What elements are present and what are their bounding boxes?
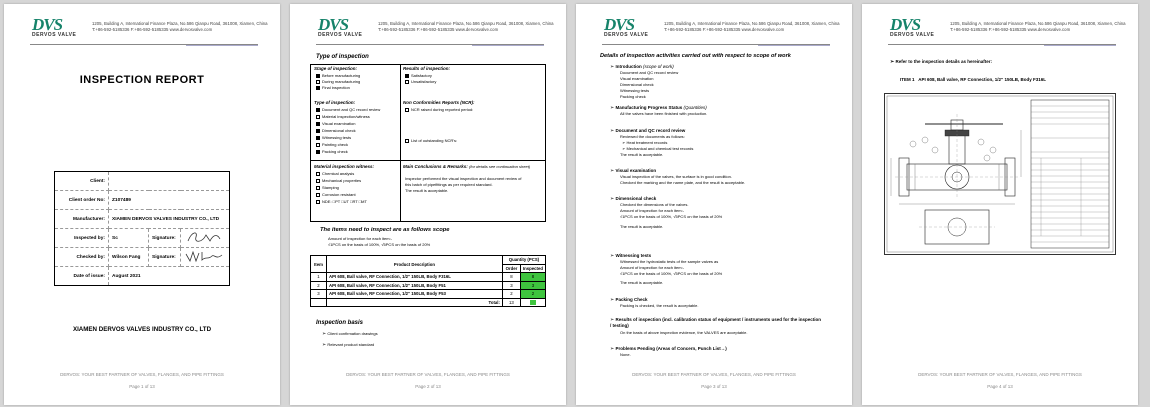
signature bbox=[181, 248, 230, 267]
page-number: Page 4 of 13 bbox=[987, 384, 1013, 389]
list-item: Visual examination bbox=[316, 121, 356, 127]
intro-text: ➢ Refer to the inspection details as hereinafter: bbox=[890, 59, 992, 65]
list-item: Final inspection bbox=[316, 85, 350, 91]
page-3: DVS DERVOS VALVE 1205, Building A, International Finance Plaza, No.586 Qianpu Road, 361008, Xiamen, China T:+86-592-5185336 F:+86-592-5185335 www.dervosvalve.com Details of inspection activities carried out with respect to scope of work ➢ Introduction (scope of work) Document and QC record review Visual examination Dimensional check Witnessing tests Packing check ➢ Manufacturing Progress Status (Quantities) All the valves have been finished with production. ➢ Document and QC record review Reviewed the documents as follows: ➢ Heat treatment records ➢ Mechanical and chemical test records The result is acceptable. ➢ Visual examination Visual inspection of the valves, the surface is in good condition. Checked the marking and the name plate, and the result is acceptable. ➢ Dimensional check Checked the dimensions of the valves. Amount of inspection for each item:- √1PCS on the basis of 100%, √5PCS on the basis of 20% The result is acceptable. ➢ Witnessing tests Witnessed the hydrostatic tests of the sample valves as Amount of inspection for each item:- √1PCS on the basis of 100%, √5PCS on the basis of 20% The result is acceptable. ➢ Packing Check Packing is checked, the result is acceptable. ➢ Results of inspection (incl. calibration status of equipment / instruments used for the inspection / testing) On the basis of above inspection evidence, the VALVES are acceptable. ➢ Problems Pending (Areas of Concern, Punch List→) None. DERVOS: YOUR BEST PARTNER OF VALVES, FLANGES, AND PIPE FITTINGS Page 3 of 13 bbox=[576, 4, 852, 405]
list-item: During manufacturing bbox=[316, 79, 360, 85]
list-item: Mechanical properties bbox=[316, 178, 361, 184]
section-heading: ➢ Dimensional check bbox=[610, 196, 657, 202]
table-row: Inspected by: Sc Signature: bbox=[55, 229, 230, 248]
list-item: Painting check bbox=[316, 142, 348, 148]
company-address: 1205, Building A, International Finance Plaza, No.586 Qianpu Road, 361008, Xiamen, China T:+86-592-5185336 F:+86-592-5185335 www.dervosvalve.com bbox=[92, 21, 268, 32]
table-row: Total: 13 bbox=[311, 298, 546, 307]
company-logo: DVS DERVOS VALVE bbox=[604, 15, 649, 38]
section-heading: The items need to inspect are as follows scope bbox=[320, 227, 450, 233]
page-header bbox=[862, 4, 1138, 44]
company-name: XIAMEN DERVOS VALVES INDUSTRY CO., LTD bbox=[72, 326, 212, 333]
list-item: Packing check bbox=[316, 149, 348, 155]
footer-slogan: DERVOS: YOUR BEST PARTNER OF VALVES, FLANGES, AND PIPE FITTINGS bbox=[918, 372, 1082, 377]
list-item: NDE: □PT □UT □RT □MT bbox=[316, 199, 367, 205]
valve-drawing-svg bbox=[885, 94, 1115, 254]
section-heading: ➢ Problems Pending (Areas of Concern, Punch List→) bbox=[610, 346, 727, 352]
table-row: 2 API 608, Ball valve, RF Connection, 1/2" 150LB, Body F51 3 3 bbox=[311, 281, 546, 290]
list-item: Witnessing tests bbox=[316, 135, 351, 141]
list-item: Document and QC record review bbox=[316, 107, 380, 113]
list-item: Material inspection/witness bbox=[316, 114, 370, 120]
table-row: 1 API 608, Ball valve, RF Connection, 1/2" 150LB, Body F316L 8 8 bbox=[311, 273, 546, 282]
company-address: 1205, Building A, International Finance Plaza, No.586 Qianpu Road, 361008, Xiamen, China T:+86-592-5185336 F:+86-592-5185335 www.dervosvalve.com bbox=[378, 21, 554, 32]
page-header bbox=[576, 4, 852, 44]
company-address: 1205, Building A, International Finance Plaza, No.586 Qianpu Road, 361008, Xiamen, China T:+86-592-5185336 F:+86-592-5185335 www.dervosvalve.com bbox=[664, 21, 840, 32]
section-heading: Inspection basis bbox=[316, 320, 364, 326]
table-row: 3 API 608, Ball valve, RF Connection, 1/2" 150LB, Body F53 2 2 bbox=[311, 290, 546, 299]
list-item: Chemical analysis bbox=[316, 171, 354, 177]
page-1 bbox=[4, 4, 280, 405]
company-logo: DVS DERVOS VALVE bbox=[32, 15, 77, 38]
table-row: Checked by: Wilson Fang Signature: bbox=[55, 248, 230, 267]
item-heading: ITEM 1 API 608, Ball valve, RF Connection, 1/2" 150LB, Body F316L bbox=[900, 77, 1046, 82]
list-item: ➢ Relevant product standard bbox=[322, 342, 375, 348]
page-number: Page 2 of 13 bbox=[415, 384, 441, 389]
company-address: 1205, Building A, International Finance Plaza, No.586 Qianpu Road, 361008, Xiamen, China T:+86-592-5185336 F:+86-592-5185335 www.dervosvalve.com bbox=[950, 21, 1126, 32]
company-logo: DVS DERVOS VALVE bbox=[890, 15, 935, 38]
list-item: ➢ Client confirmation drawings bbox=[322, 331, 378, 337]
table-row: Client order No: Z107489 bbox=[55, 191, 230, 210]
section-heading: ➢ Manufacturing Progress Status (Quantities) bbox=[610, 105, 707, 111]
page-number: Page 3 of 13 bbox=[701, 384, 727, 389]
list-item: Satisfactory bbox=[405, 73, 432, 79]
list-item: Stamping bbox=[316, 185, 339, 191]
section-heading: ➢ Introduction (scope of work) bbox=[610, 64, 674, 70]
table-row: Date of issue: August 2021 bbox=[55, 267, 230, 286]
list-item: Dimensional check bbox=[316, 128, 356, 134]
report-title: INSPECTION REPORT bbox=[79, 74, 205, 86]
report-info-table bbox=[54, 171, 230, 286]
table-row: Manufacturer: XIAMEN DERVOS VALVES INDUSTRY CO., LTD bbox=[55, 210, 230, 229]
page-4 bbox=[862, 4, 1138, 405]
section-heading: ➢ Document and QC record review bbox=[610, 128, 686, 134]
section-heading: ➢ Packing Check bbox=[610, 297, 648, 303]
list-item: NCR raised during reported period: bbox=[405, 107, 473, 113]
footer-slogan: DERVOS: YOUR BEST PARTNER OF VALVES, FLANGES, AND PIPE FITTINGS bbox=[346, 372, 510, 377]
page-2: DVS DERVOS VALVE 1205, Building A, International Finance Plaza, No.586 Qianpu Road, 361008, Xiamen, China T:+86-592-5185336 F:+86-592-5185335 www.dervosvalve.com Type of inspection Stage of inspection: Before manufacturing During manufacturing Final inspection Results of inspection: Satisfactory Unsatisfactory Type of inspection: Document and QC record review Material inspection/witness Visual examination Dimensional check Witnessing tests Painting check Packing check Non Conformities Reports (NCR): NCR raised during reported period: List of outstanding NCR's: Material inspection witness: Chemical analysis Mechanical properties Stamping Corrosion resistant NDE: □PT □UT □RT □MT Main Conclusions & Remarks: (for details see continuation sheet) Inspector performed the visual inspection and document review of this batch of pipefittings as per required standard. The result is acceptable. The items need to inspect are as follows scope Amount of inspection for each item:- √1PCS on the basis of 100%, √5PCS on the basis of 20% Item Product Description Quantity (PCS) Order Inspected 1 API 608, Ball valve, RF Connection, 1/2" 150LB, Body F316L 8 8 2 API 608, Ball valve, RF Connection, 1/2" 150LB, Body F51 3 3 3 API 608, Ball valve, RF Connection, 1/2" 150LB, Body F53 2 2 Total: 13 Inspection basis ➢ Client confirmation drawings ➢ Relevant product standard DERVOS: YOUR BEST PARTNER OF VALVES, FLANGES, AND PIPE FITTINGS Page 2 of 13 bbox=[290, 4, 566, 405]
page-header bbox=[4, 4, 280, 44]
footer-slogan: DERVOS: YOUR BEST PARTNER OF VALVES, FLANGES, AND PIPE FITTINGS bbox=[632, 372, 796, 377]
list-item: Corrosion resistant bbox=[316, 192, 356, 198]
section-heading: ➢ Visual examination bbox=[610, 168, 657, 174]
section-heading: ➢ Results of inspection (incl. calibration status of equipment / instruments used for the inspection / testing) bbox=[610, 317, 821, 328]
items-table: Item Product Description Quantity (PCS) Order Inspected 1 API 608, Ball valve, RF Connection, 1/2" 150LB, Body F316L 8 8 2 API 608, Ball valve, RF Connection, 1/2" 150LB, Body F51 3 3 3 API 608, Ball valve, RF Connection, 1/2" 150LB, Body F53 2 2 Total: 13 bbox=[310, 255, 546, 307]
section-heading: ➢ Witnessing tests bbox=[610, 253, 652, 259]
page-number: Page 1 of 13 bbox=[129, 384, 155, 389]
valve-drawing bbox=[884, 93, 1116, 255]
table-row: Client: bbox=[55, 172, 230, 191]
page-title: Details of inspection activities carried out with respect to scope of work bbox=[600, 53, 791, 59]
footer-slogan: DERVOS: YOUR BEST PARTNER OF VALVES, FLANGES, AND PIPE FITTINGS bbox=[60, 372, 224, 377]
list-item: Unsatisfactory bbox=[405, 79, 436, 85]
signature bbox=[181, 229, 230, 248]
list-item: Before manufacturing bbox=[316, 73, 360, 79]
section-heading: Type of inspection bbox=[316, 54, 369, 60]
company-logo: DVS DERVOS VALVE bbox=[318, 15, 363, 38]
page-header bbox=[290, 4, 566, 44]
list-item: List of outstanding NCR's: bbox=[405, 138, 457, 144]
